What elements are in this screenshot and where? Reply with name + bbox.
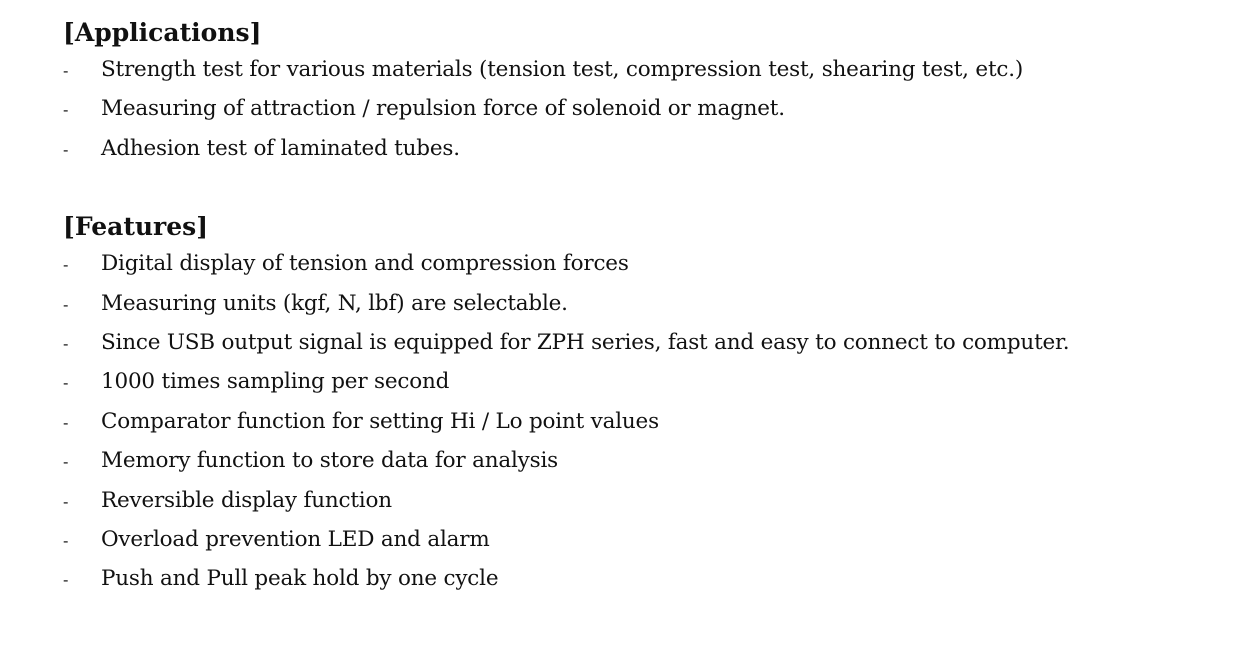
list-item-text: Measuring units (kgf, N, lbf) are selectable.: [101, 290, 568, 316]
section-spacer: [63, 168, 1223, 210]
list-item-text: Reversible display function: [101, 487, 392, 513]
list-item-text: Measuring of attraction / repulsion force of solenoid or magnet.: [101, 96, 785, 122]
list-item-text: 1000 times sampling per second: [101, 369, 450, 395]
bullet-dash: -: [63, 452, 69, 472]
list-item: [63, 481, 1223, 520]
list-item-text: Strength test for various materials (tension test, compression test, shearing test, etc.): [101, 57, 1024, 82]
bullet-dash: -: [63, 139, 69, 159]
list-item: [63, 520, 1223, 559]
bullet-dash: -: [63, 412, 69, 432]
list-item-text: Since USB output signal is equipped for ZPH series, fast and easy to connect to computer.: [101, 329, 1070, 355]
list-item: [63, 89, 1223, 128]
bullet-dash: -: [63, 255, 69, 275]
list-item-text: Overload prevention LED and alarm: [101, 526, 490, 552]
list-item-text: Digital display of tension and compression forces: [101, 251, 629, 277]
bullet-dash: -: [63, 530, 69, 550]
list-item: [63, 362, 1223, 401]
list-item: [63, 441, 1223, 480]
bullet-dash: -: [63, 61, 69, 80]
applications-section: [63, 16, 1223, 168]
bullet-dash: -: [63, 491, 69, 511]
bullet-dash: -: [63, 100, 69, 120]
list-item-text: Adhesion test of laminated tubes.: [101, 135, 460, 161]
applications-heading: [Applications]: [63, 18, 262, 47]
bullet-dash: -: [63, 373, 69, 393]
list-item: [63, 559, 1223, 598]
features-list: [63, 244, 1223, 599]
list-item: [63, 50, 1223, 89]
applications-list: [63, 50, 1223, 168]
document: [63, 16, 1223, 599]
bullet-dash: -: [63, 333, 69, 353]
features-section: [63, 210, 1223, 599]
list-item: [63, 244, 1223, 283]
list-item: [63, 284, 1223, 323]
bullet-dash: -: [63, 294, 69, 314]
bullet-dash: -: [63, 570, 69, 590]
list-item: [63, 129, 1223, 168]
list-item-text: Comparator function for setting Hi / Lo point values: [101, 408, 659, 434]
list-item: [63, 323, 1223, 362]
list-item-text: Memory function to store data for analysis: [101, 448, 558, 474]
list-item-text: Push and Pull peak hold by one cycle: [101, 566, 499, 592]
features-heading: [Features]: [63, 212, 209, 242]
list-item: [63, 402, 1223, 441]
